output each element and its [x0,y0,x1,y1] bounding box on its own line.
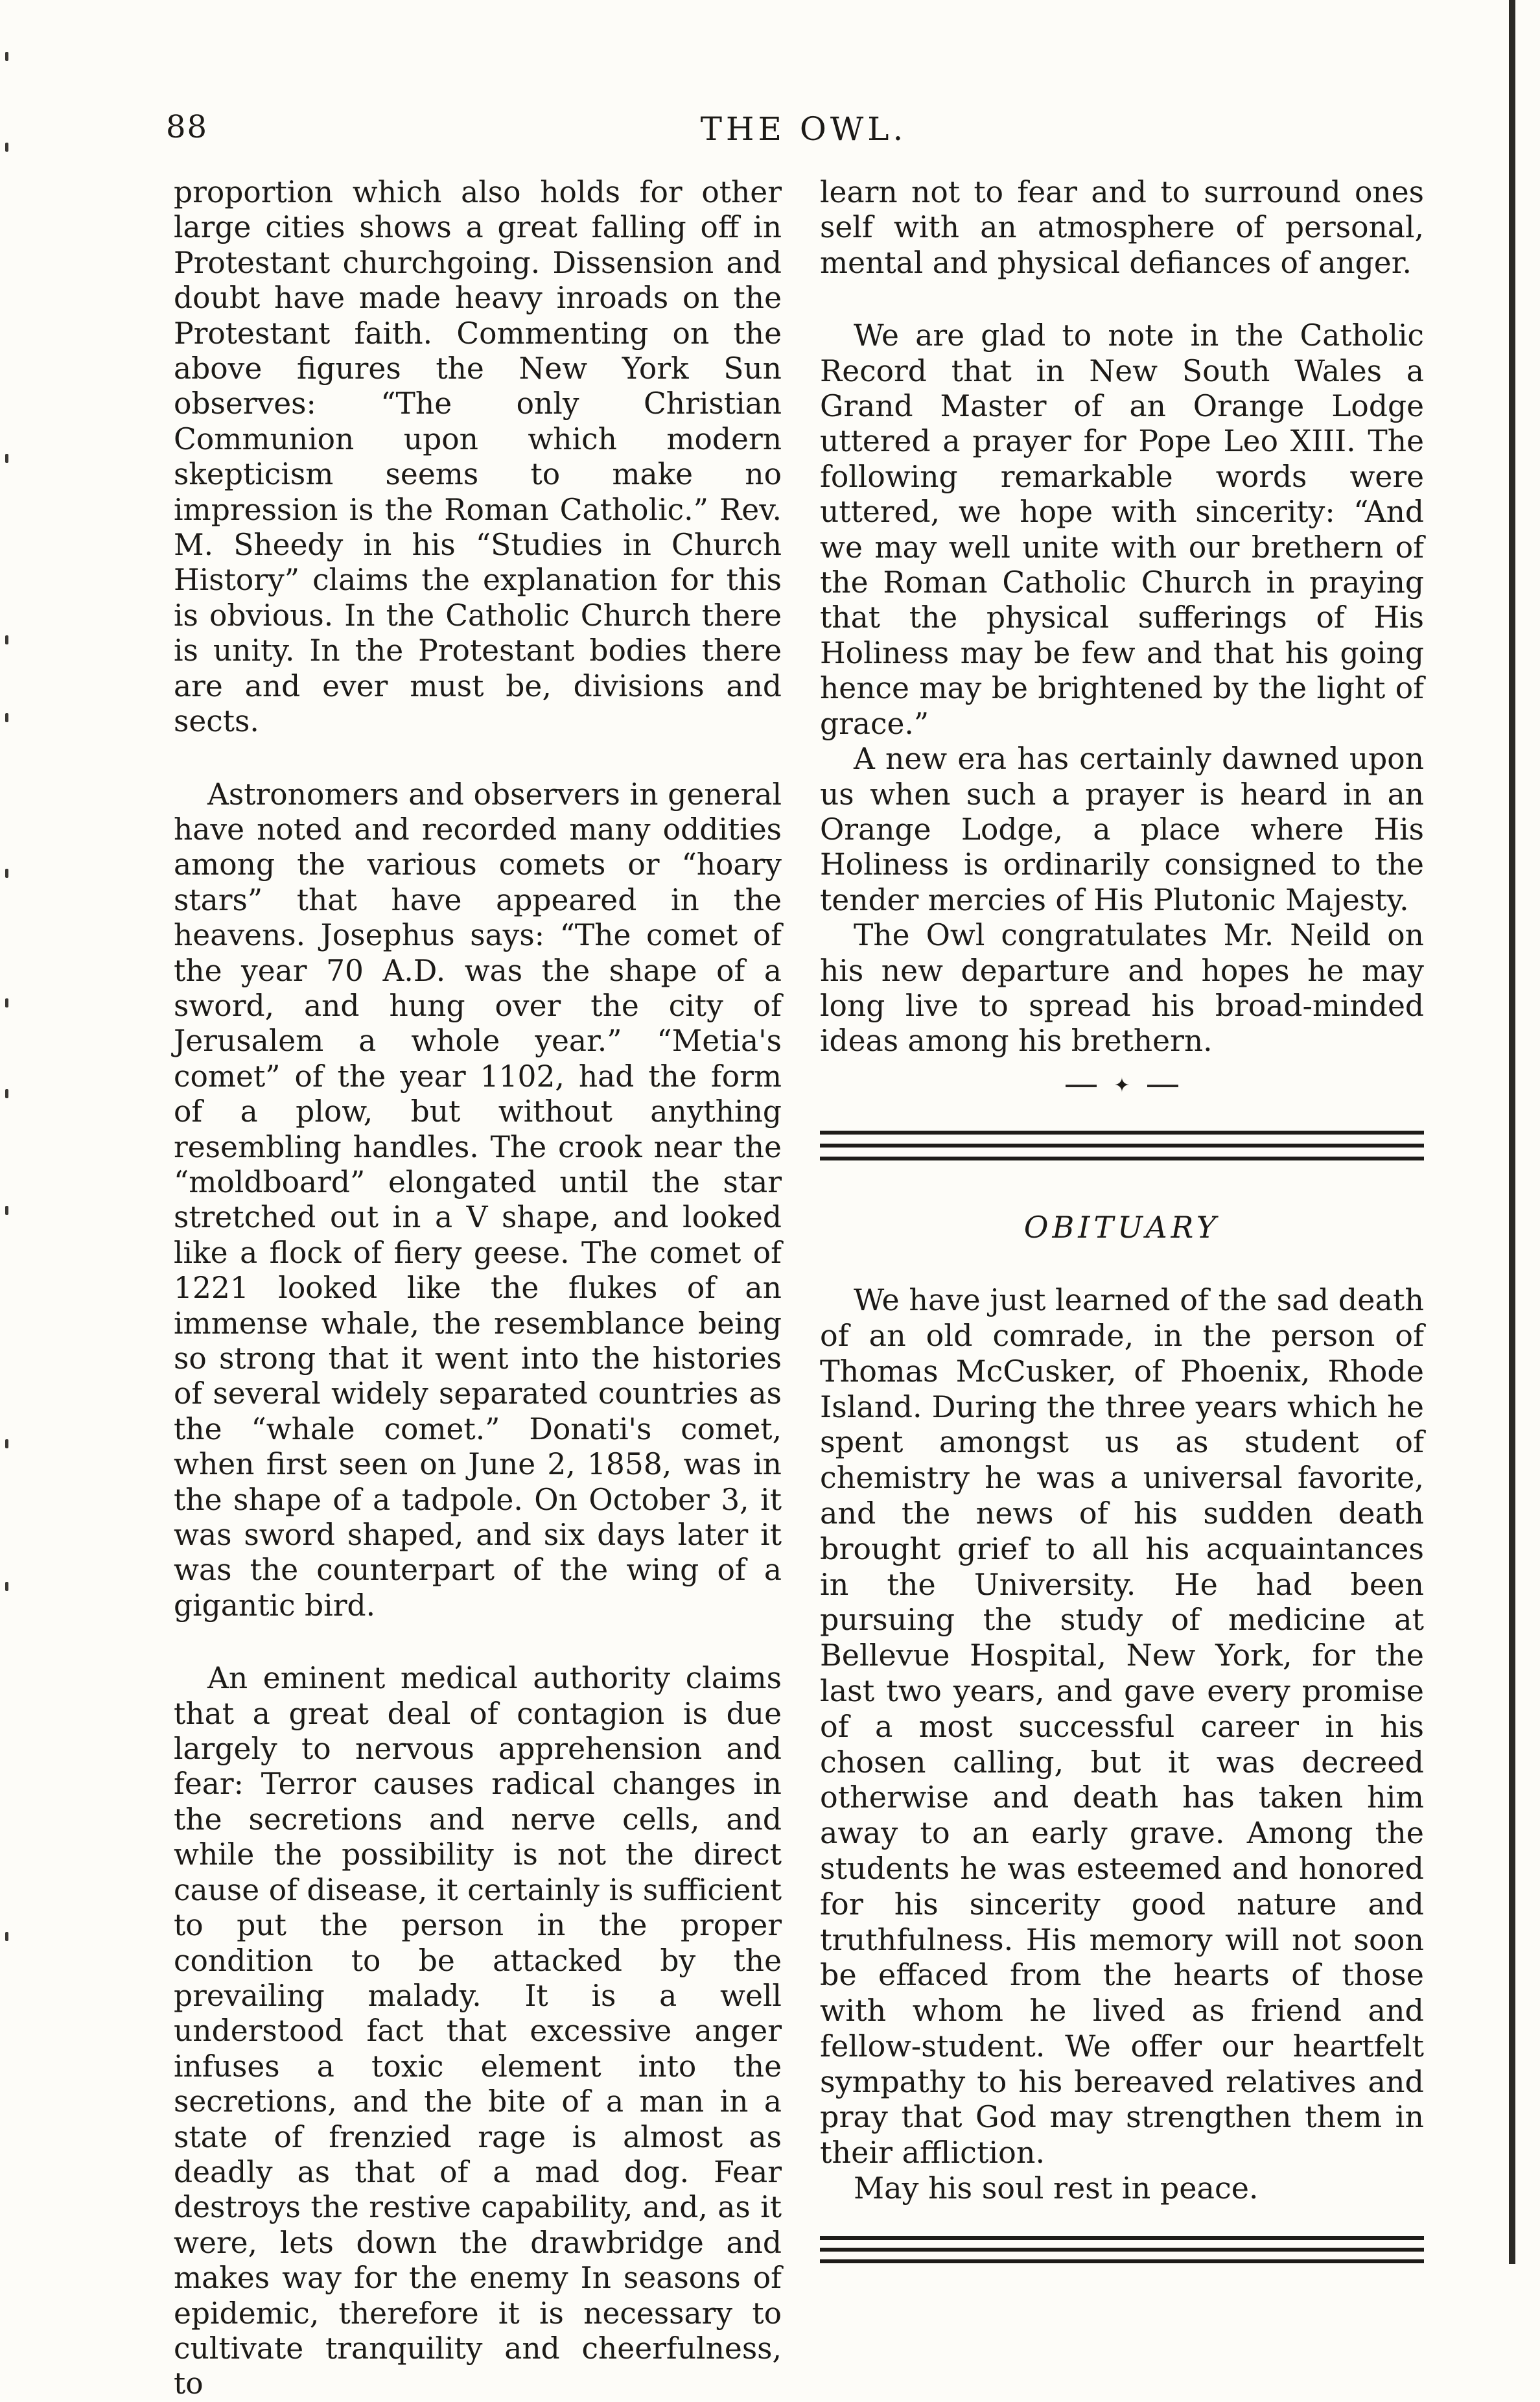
obituary-heading: OBITUARY [1023,1209,1220,1245]
double-rule [820,1131,1424,1160]
left-column [174,175,782,2402]
page-number: 88 [166,109,209,145]
obituary-closing: May his soul rest in peace. [854,2171,1259,2206]
scan-edge [1509,0,1515,2264]
paragraph-congratulations: The Owl congratulates Mr. Neild on his new departure and hopes he may long live to spread his broad-minded ideas among his brethern. [820,918,1424,1059]
paragraph-contagion: An eminent medical authority claims that a great deal of contagion is due largely to nervous apprehension and fear: Terror causes radical changes in the secretions and nerve cells, and while the possibility is not the direct cause of disease, it certainly is sufficient to put the person in the proper condition to be attacked by the prevailing malady. It is a well understood fact that excessive anger infuses a toxic element into the secretions, and the bite of a man in a state of frenzied rage is almost as deadly as that of a mad dog. Fear destroys the restive capability, and, as it were, lets down the drawbridge and makes way for the enemy In seasons of epidemic, therefore it is necessary to cultivate tranquility and cheerfulness, to [174,1661,782,2401]
paragraph-new-era: A new era has certainly dawned upon us when such a prayer is heard in an Orange Lodge, a place where His Holiness is ordinarily consigned to the tender mercies of His Plutonic Majesty. [820,742,1424,917]
paragraph-comets: Astronomers and observers in general have noted and recorded many oddities among the various comets or “hoary stars” that have appeared in the heavens. Josephus says: “The comet of the year 70 A.D. was the shape of a sword, and hung over the city of Jerusalem a whole year.” “Metia's comet” of the year 1102, had the form of a plow, but without anything resembling handles. The crook near the “moldboard” elongated until the star stretched out in a V shape, and looked like a flock of fiery geese. The comet of 1221 looked like the flukes of an immense whale, the resemblance being so strong that it went into the histories of several widely separated countries as the “whale comet.” Donati's comet, when first seen on June 2, 1858, was in the shape of a tadpole. On October 3, it was sword shaped, and six days later it was the counterpart of the wing of a gigantic bird. [174,777,782,1623]
paragraph-orange-lodge: We are glad to note in the Catholic Record that in New South Wales a Grand Master of an Orange Lodge uttered a prayer for Pope Leo XIII. The following remarkable words were uttered, we hope with sincerity: “And we may well unite with our brethern of the Roman Catholic Church in praying that the physical sufferings of His Holiness may be few and that his going hence may be brightened by the light of grace.” [820,318,1424,741]
closing-rule [820,2236,1424,2263]
paragraph-church-attendance: proportion which also holds for other large cities shows a great falling off in Protestant churchgoing. Dissension and doubt have made heavy inroads on the Protestant faith. Commenting on the above figures the New York Sun observes: “The only Christian Communion upon which modern skepticism seems to make no impression is the Roman Catholic.” Rev. M. Sheedy in his “Studies in Church History” claims the explanation for this is obvious. In the Catholic Church there is unity. In the Protestant bodies there are and ever must be, divisions and sects. [174,175,782,739]
section-ornament: ✦ [820,1063,1424,1109]
running-head: THE OWL. [700,110,907,148]
obituary [820,1282,1424,2206]
right-column [820,175,1424,2263]
obituary-text: We have just learned of the sad death of an old comrade, in the person of Thomas McCusker, of Phoenix, Rhode Island. During the three years which he spent amongst us as student of chemistry he was a universal favorite, and the news of his sudden death brought grief to all his acquaintances in the University. He had been pursuing the study of medicine at Bellevue Hospital, New York, for the last two years, and gave every promise of a most successful career in his chosen calling, but it was decreed otherwise and death has taken him away to an early grave. Among the students he was esteemed and honored for his sincerity good nature and truthfulness. His memory will not soon be effaced from the hearts of those with whom he lived as friend and fellow-student. We offer our heartfelt sympathy to his bereaved relatives and pray that God may strengthen them in their affliction. [820,1282,1424,2171]
scan-specks [0,52,19,2191]
paragraph-anger: learn not to fear and to surround ones self with an atmosphere of personal, mental and physical defiances of anger. [820,175,1424,280]
